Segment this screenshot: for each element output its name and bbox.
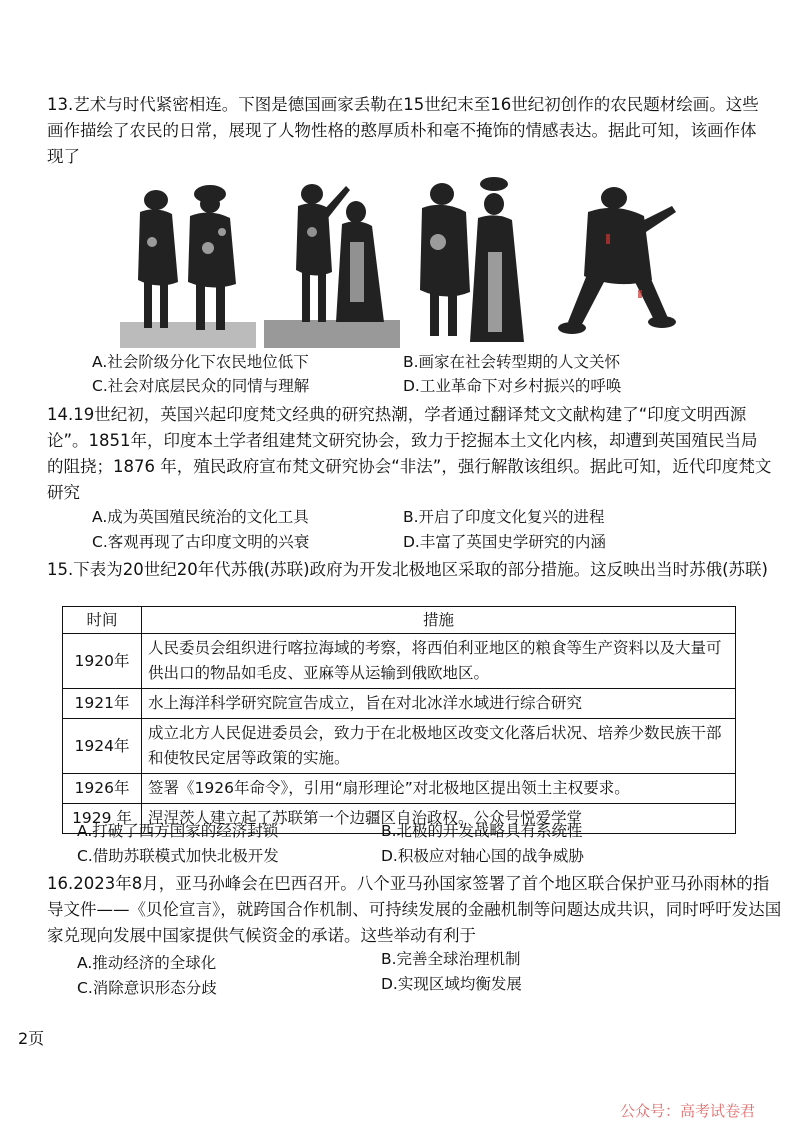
row-year: 1924年 [63, 719, 142, 774]
row-measure: 签署《1926年命令》，引用“扇形理论”对北极地区提出领土主权要求。 [142, 774, 736, 804]
table-row [63, 689, 736, 719]
engraving-panel-3 [408, 172, 538, 350]
q16-option-a[interactable]: A.推动经济的全球化 [77, 954, 217, 972]
row-year: 1929 年 [63, 804, 142, 834]
row-measure: 成立北方人民促进委员会，致力于在北极地区改变文化落后状况、培养少数民族干部和使牧民定居等政策的实施。 [142, 719, 736, 774]
watermark-text: 公众号：高考试卷君 [620, 1102, 756, 1120]
table-header-row [63, 607, 736, 634]
durer-peasant-engravings [118, 172, 684, 350]
q14-option-a[interactable]: A.成为英国殖民统治的文化工具 [92, 508, 309, 526]
page-number: 2页 [18, 1029, 45, 1048]
q14-option-b[interactable]: B.开启了印度文化复兴的进程 [403, 508, 605, 526]
q13-option-c[interactable]: C.社会对底层民众的同情与理解 [92, 377, 310, 395]
row-measure: 人民委员会组织进行喀拉海域的考察，将西伯利亚地区的粮食等生产资料以及大量可供出口的物品如毛皮、亚麻等从运输到俄欧地区。 [142, 634, 736, 689]
q15-option-d[interactable]: D.积极应对轴心国的战争威胁 [381, 847, 584, 865]
q15-option-a[interactable]: A.打破了西方国家的经济封锁 [77, 822, 279, 840]
arctic-measures-table [62, 606, 736, 834]
q15-option-c[interactable]: C.借助苏联模式加快北极开发 [77, 847, 279, 865]
row-year: 1921年 [63, 689, 142, 719]
q16-option-c[interactable]: C.消除意识形态分歧 [77, 979, 217, 997]
question-13-stem: 13.艺术与时代紧密相连。下图是德国画家丢勒在15世纪末至16世纪初创作的农民题材绘画。这些画作描绘了农民的日常，展现了人物性格的憨厚质朴和毫不掩饰的情感表达。据此可知，该画作体现了 [47, 95, 759, 166]
q14-option-c[interactable]: C.客观再现了古印度文明的兴衰 [92, 533, 310, 551]
row-measure: 涅涅茨人建立起了苏联第一个边疆区自治政权。公众号悦爱学堂 [142, 804, 736, 834]
q13-option-d[interactable]: D.工业革命下对乡村振兴的呼唤 [403, 377, 622, 395]
q16-option-b[interactable]: B.完善全球治理机制 [381, 950, 521, 968]
question-15-stem: 15.下表为20世纪20年代苏俄(苏联)政府为开发北极地区采取的部分措施。这反映出当时苏俄(苏联) [47, 560, 768, 579]
question-14-stem: 14.19世纪初，英国兴起印度梵文经典的研究热潮，学者通过翻译梵文文献构建了“印度文明西源论”。1851年，印度本土学者组建梵文研究协会，致力于挖掘本土文化内核，却遭到英国殖民当局的阻挠；1876 年，殖民政府宣布梵文研究协会“非法”，强行解散该组织。据此可知，近代印度梵文研究 [47, 405, 772, 502]
q13-option-b[interactable]: B.画家在社会转型期的人文关怀 [403, 353, 621, 371]
q15-option-b[interactable]: B.北极的开发战略具有系统性 [381, 822, 583, 840]
table-row [63, 719, 736, 774]
row-year: 1926年 [63, 774, 142, 804]
table-row [63, 634, 736, 689]
row-year: 1920年 [63, 634, 142, 689]
q16-option-d[interactable]: D.实现区域均衡发展 [381, 975, 522, 993]
q13-option-a[interactable]: A.社会阶级分化下农民地位低下 [92, 353, 309, 371]
row-measure: 水上海洋科学研究院宣告成立，旨在对北冰洋水域进行综合研究 [142, 689, 736, 719]
header-measure: 措施 [142, 607, 736, 634]
q14-option-d[interactable]: D.丰富了英国史学研究的内涵 [403, 533, 606, 551]
engraving-panel-1 [118, 172, 258, 350]
question-16-stem: 16.2023年8月，亚马孙峰会在巴西召开。八个亚马孙国家签署了首个地区联合保护亚马孙雨林的指导文件——《贝伦宣言》，就跨国合作机制、可持续发展的金融机制等问题达成共识，同时呼吁发达国家兑现向发展中国家提供气候资金的承诺。这些举动有利于 [47, 874, 782, 945]
engraving-panel-4 [548, 172, 684, 350]
table-row [63, 774, 736, 804]
engraving-panel-2 [262, 172, 402, 350]
header-time: 时间 [63, 607, 142, 634]
